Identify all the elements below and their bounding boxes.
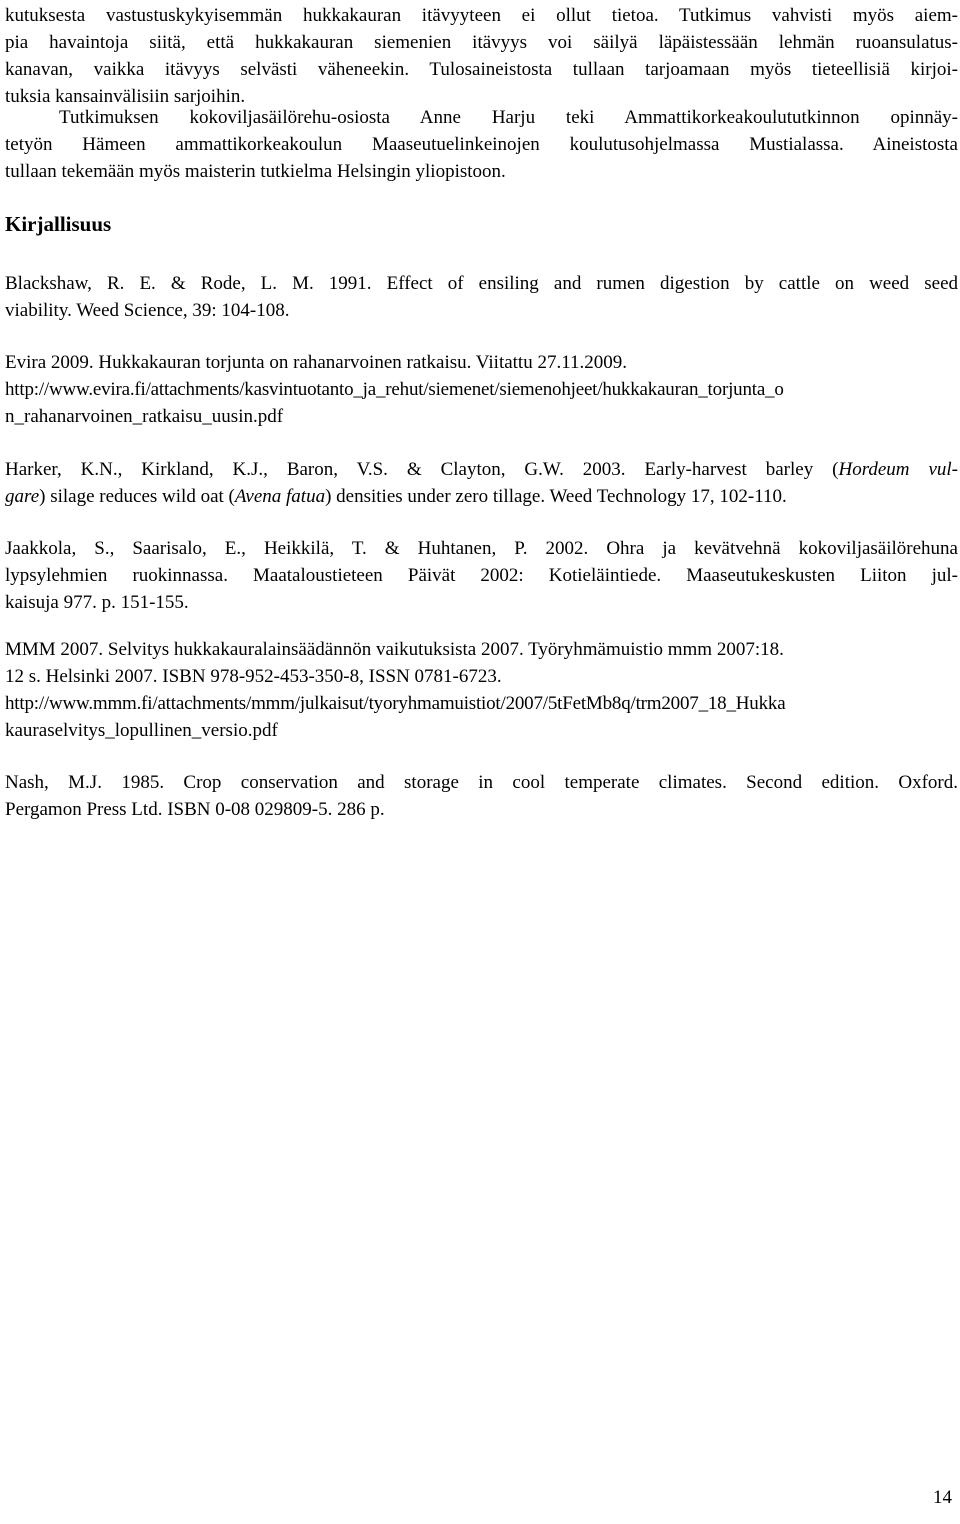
text-line: tetyön Hämeen ammattikorkeakoulun Maaseutuelinkeinojen koulutusohjelmassa Mustialassa. Aineistosta [5, 134, 958, 155]
italic-species: Avena fatua [234, 486, 326, 507]
text-line: Evira 2009. Hukkakauran torjunta on rahanarvoinen ratkaisu. Viitattu 27.11.2009. [5, 352, 628, 373]
text-segment: Harker, K.N., Kirkland, K.J., Baron, V.S. & Clayton, G.W. 2003. Early-harvest barley ( [5, 459, 839, 480]
reference-evira [5, 349, 958, 430]
text-line: Tutkimuksen kokoviljasäilörehu-osiosta Anne Harju teki Ammattikorkeakoulututkinnon opinnäy- [59, 107, 958, 128]
text-line: kutuksesta vastustuskykyisemmän hukkakauran itävyyteen ei ollut tietoa. Tutkimus vahvisti myös aiem- [5, 5, 958, 26]
reference-nash [5, 769, 958, 823]
text-segment: ) densities under zero tillage. Weed Technology 17, 102-110. [325, 486, 787, 507]
text-line: kaisuja 977. p. 151-155. [5, 592, 189, 613]
reference-url[interactable]: http://www.mmm.fi/attachments/mmm/julkaisut/tyoryhmamuistiot/2007/5tFetMb8q/trm2007_18_Hukka [5, 693, 786, 714]
text-line: Blackshaw, R. E. & Rode, L. M. 1991. Effect of ensiling and rumen digestion by cattle on weed seed [5, 273, 958, 294]
text-line: viability. Weed Science, 39: 104-108. [5, 300, 290, 321]
reference-harker [5, 456, 958, 510]
references-heading: Kirjallisuus [5, 212, 112, 236]
page-number: 14 [933, 1487, 952, 1508]
text-segment: ) silage reduces wild oat ( [39, 486, 235, 507]
text-line: 12 s. Helsinki 2007. ISBN 978-952-453-350-8, ISSN 0781-6723. [5, 666, 502, 687]
text-line: tullaan tekemään myös maisterin tutkielma Helsingin yliopistoon. [5, 161, 506, 182]
text-line: Nash, M.J. 1985. Crop conservation and storage in cool temperate climates. Second edition. Oxford. [5, 772, 958, 793]
reference-url-cont[interactable]: n_rahanarvoinen_ratkaisu_uusin.pdf [5, 406, 284, 427]
text-line: Jaakkola, S., Saarisalo, E., Heikkilä, T. & Huhtanen, P. 2002. Ohra ja kevätvehnä kokoviljasäilörehuna [5, 538, 958, 559]
italic-species: gare [5, 486, 40, 507]
text-line: lypsylehmien ruokinnassa. Maataloustieteen Päivät 2002: Kotieläintiede. Maaseutukeskusten Liiton jul- [5, 565, 958, 586]
text-line [5, 456, 958, 483]
reference-url-cont[interactable]: kauraselvitys_lopullinen_versio.pdf [5, 720, 278, 741]
reference-blackshaw [5, 270, 958, 324]
reference-url[interactable]: http://www.evira.fi/attachments/kasvintuotanto_ja_rehut/siemenet/siemenohjeet/hukkakauran_torjunta_o [5, 379, 784, 400]
reference-jaakkola [5, 535, 958, 616]
body-paragraph-1 [5, 2, 958, 110]
text-line: pia havaintoja siitä, että hukkakauran siemenien itävyys voi säilyä läpäistessään lehmän ruoansulatus- [5, 32, 958, 53]
text-line [5, 483, 958, 510]
reference-mmm [5, 636, 958, 744]
text-line: MMM 2007. Selvitys hukkakauralainsäädännön vaikutuksista 2007. Työryhmämuistio mmm 2007:18. [5, 639, 784, 660]
text-line: kanavan, vaikka itävyys selvästi väheneekin. Tulosaineistosta tullaan tarjoamaan myös tieteellisiä kirjoi- [5, 59, 958, 80]
body-paragraph-2 [5, 104, 958, 185]
text-line: Pergamon Press Ltd. ISBN 0-08 029809-5. 286 p. [5, 799, 385, 820]
text-line: tuksia kansainvälisiin sarjoihin. [5, 86, 246, 107]
italic-species: Hordeum vul- [838, 459, 959, 480]
